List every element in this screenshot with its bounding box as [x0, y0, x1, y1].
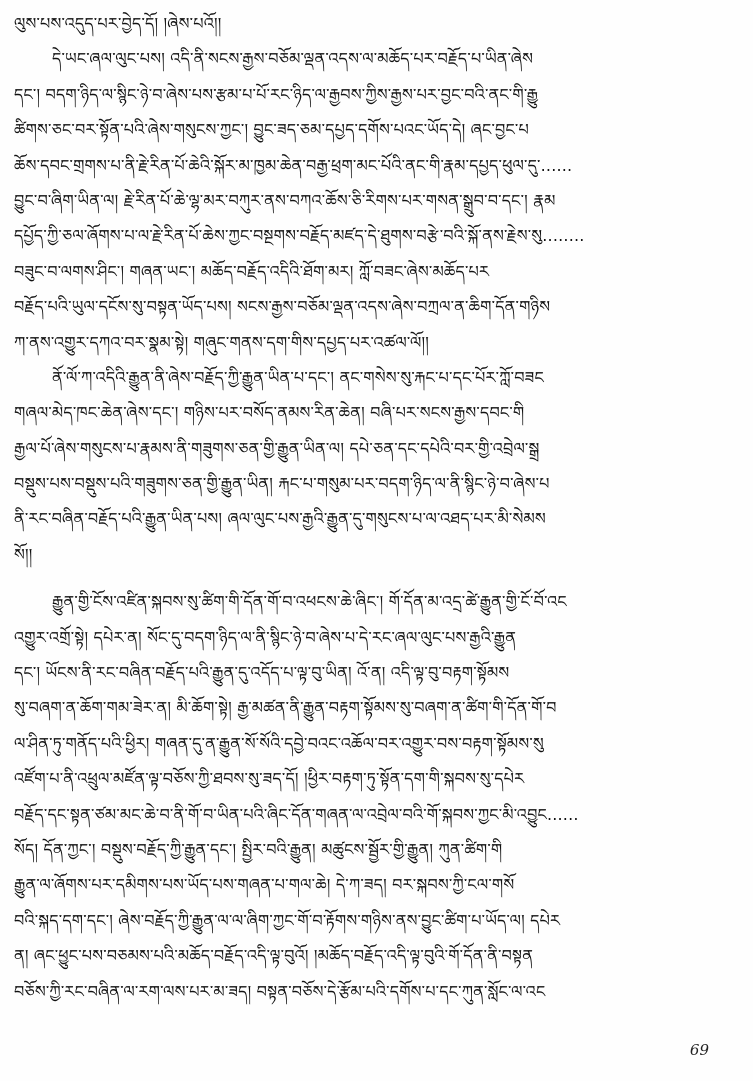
text-line: དང་། བདག་ཉིད་ལ་སྙིང་ཉེ་བ་ཞེས་པས་རྩམ་པ་པོ་རང་ཉིད་ལ་རྒྱབས་ཀྱིས་རྒྱས་པར་བྱང་བའི་ནང་གི་རྒྱུ [14, 84, 539, 104]
text-line: རྒྱལ་པོ་ཞེས་གསུངས་པ་རྣམས་ནི་གཟུགས་ཅན་གྱི་རྒྱུན་ཡིན་ལ། དཔེ་ཅན་དང་དཔེའི་བར་གྱི་འབྲེལ་སྒྲ [14, 438, 540, 458]
text-line: ནོ་ལོ་ཀ་འདིའི་རྒྱུན་ནི་ཞེས་བརྗོད་ཀྱི་རྒྱུན་ཡིན་པ་དང་། ནང་གསེས་སུ་རྐང་པ་དང་པོར་ཀློ་བཟང [52, 367, 544, 387]
text-line: བཟུང་བ་ལགས་ཤིང་། གཞན་ཡང་། མཆོད་བརྗོད་འདིའི་ཐོག་མར། ཀློ་བཟང་ཞེས་མཆོད་པར [14, 261, 490, 281]
text-line: བསྡུས་པས་བསྡུས་པའི་གཟུགས་ཅན་གྱི་རྒྱུན་ཡིན། རྐང་པ་གསུམ་པར་བདག་ཉིད་ལ་ནི་སྙིང་ཉེ་བ་ཞེས་པ [14, 474, 550, 494]
text-line: ཚིགས་ཅང་བར་སྟོན་པའི་ཞེས་གསུངས་ཀྱང་། བྱུང་ཟད་ཅམ་དཔྱད་དགོས་པའང་ཡོད་དེ། ཞང་བྱང་པ [14, 120, 529, 140]
text-line: ན། ཞང་ཕྱུང་པས་བཅམས་པའི་མཆོད་བརྗོད་འདི་ལྟ་བུའོ། །མཆོད་བརྗོད་འདི་ལྟ་བུའི་གོ་དོན་ནི་བསྟན [14, 946, 534, 966]
text-line: དཔྱོད་ཀྱི་ཅལ་ཞོགས་པ་ལ་རྗེ་རིན་པོ་ཆེས་ཀྱང་བསྔགས་བརྗོད་མཛད་དེ་ཐུགས་བརྩེ་བའི་སྐོ་ནས་རྗེས་སུ........ [14, 226, 585, 246]
text-line: སོད། དོན་ཀྱང་། བསྡུས་བརྗོད་ཀྱི་རྒྱུན་དང་། སྤྱིར་བའི་རྒྱུན། མཚུངས་སྦྱོར་གྱི་རྒྱུན། ཀུན་ཚིག་གི [14, 839, 503, 859]
text-line: བཅོས་ཀྱི་རང་བཞིན་ལ་རག་ལས་པར་མ་ཟད། བསྟན་བཅོས་དེ་རྩོམ་པའི་དགོས་པ་དང་ཀུན་སློང་ལ་འང [14, 981, 546, 1001]
text-line: སུ་བཞག་ན་ཆོག་གམ་ཟེར་ན། མི་ཆོག་སྟེ། རྒྱ་མཚན་ནི་རྒྱུན་བརྟག་སྟོམས་སུ་བཞག་ན་ཚིག་གི་དོན་གོ་བ [14, 698, 557, 718]
text-line: དེ་ཡང་ཞལ་ལུང་པས། འདི་ནི་སངས་རྒྱས་བཅོམ་ལྡན་འདས་ལ་མཆོད་པར་བརྗོད་པ་ཡིན་ཞེས [52, 49, 534, 69]
text-line: རྒྱུན་གྱི་ངོས་འཛིན་སྐབས་སུ་ཚིག་གི་དོན་གོ་བ་འཕངས་ཆེ་ཞིང་། གོ་དོན་མ་འདྲ་ཚེ་རྒྱུན་གྱི་ངོ་བོ་འང [52, 592, 567, 612]
text-line: རྒྱུན་ལ་ཞོགས་པར་དམིགས་པས་ཡོད་པས་གཞན་པ་གལ་ཆེ། དེ་ཀ་ཟད། བར་སྐབས་ཀྱི་ངལ་གསོ [14, 875, 515, 895]
text-line: ཀ་ནས་འགྱུར་དཀའ་བར་སྣམ་སྟེ། གཞུང་གནས་དག་གིས་དཔྱད་པར་འཚལ་ལོ།། [14, 332, 429, 352]
text-line: ལུས་པས་འདུད་པར་བྱེད་དོ། །ཞེས་པའོ།། [14, 14, 222, 33]
page-number: 69 [689, 1041, 709, 1059]
text-line: བརྗོད་པའི་ཡུལ་དངོས་སུ་བསྟན་ཡོད་པས། སངས་རྒྱས་བཅོམ་ལྡན་འདས་ཞེས་བཀྲལ་ན་ཆིག་དོན་གཉིས [14, 297, 551, 317]
body-text [14, 6, 742, 1009]
text-line: དང་། ཡོངས་ནི་རང་བཞིན་བརྗོད་པའི་རྒྱུན་དུ་འདོད་པ་ལྟ་བུ་ཡིན། འོ་ན། འདི་ལྟ་བུ་བརྟག་སྟོམས [14, 663, 510, 683]
text-line: སོ།། [14, 544, 33, 564]
text-line: ཆོས་དབང་གྲགས་པ་ནི་རྗེ་རིན་པོ་ཆེའི་སྐོར་མ་ཁྱམ་ཆེན་བརྒྱ་ཕྲག་མང་པོའི་ནང་གི་རྣམ་དཔྱད་ཕུལ་དུ་...... [14, 155, 573, 175]
text-line: ལ་ཤིན་ཏུ་གནོད་པའི་ཕྱིར། གཞན་དུ་ན་རྒྱུན་སོ་སོའི་དབྱེ་བའང་འཆོལ་བར་འགྱུར་བས་བརྟག་སྟོམས་སུ [14, 733, 544, 753]
paragraph-gap [14, 572, 742, 584]
text-line: བའི་སྐད་དག་དང་། ཞེས་བརྗོད་ཀྱི་རྒྱུན་ལ་ལ་ཞིག་ཀྱང་གོ་བ་རྟོགས་གཉིས་ནས་བྱུང་ཚིག་པ་ཡོད་ལ། དཔེར [14, 910, 561, 930]
text-line: གཞལ་མེད་ཁང་ཆེན་ཞེས་དང་། གཉིས་པར་བསོད་ནམས་རིན་ཆེན། བཞི་པར་སངས་རྒྱས་དབང་གི [14, 403, 525, 423]
text-line: འགྱུར་འགྲོ་སྟེ། དཔེར་ན། སོང་དུ་བདག་ཉིད་ལ་ནི་སྙིང་ཉེ་བ་ཞེས་པ་དེ་རང་ཞལ་ལུང་པས་རྒྱའི་རྒྱུན [14, 627, 517, 647]
text-line: ནི་རང་བཞིན་བརྗོད་པའི་རྒྱུན་ཡིན་པས། ཞལ་ལུང་པས་རྒྱའི་རྒྱུན་དུ་གསུངས་པ་ལ་འཐད་པར་མི་སེམས [14, 509, 546, 529]
text-line: བྱུང་བ་ཞིག་ཡིན་ལ། རྗེ་རིན་པོ་ཆེ་ལྷ་མར་བཀུར་ནས་བཀའ་ཆོས་ཅི་རིགས་པར་གསན་སྒྲུབ་བ་དང་། རྣམ [14, 190, 556, 210]
text-line: འཛོག་པ་ནི་འཕྲུལ་མཛོན་ལྟ་བཅོས་ཀྱི་ཐབས་སུ་ཟད་དོ། །ཕྱིར་བརྟག་ཏུ་སྟོན་དག་གི་སྐབས་སུ་དཔེར [14, 769, 525, 789]
text-line: བརྗོད་དང་སྟན་ཙམ་མང་ཆེ་བ་ནི་གོ་བ་ཡིན་པའི་ཞིང་དོན་གཞན་ལ་འབྲེལ་བའི་གོ་སྐབས་ཀྱང་མི་འབྱུང...... [14, 804, 579, 824]
